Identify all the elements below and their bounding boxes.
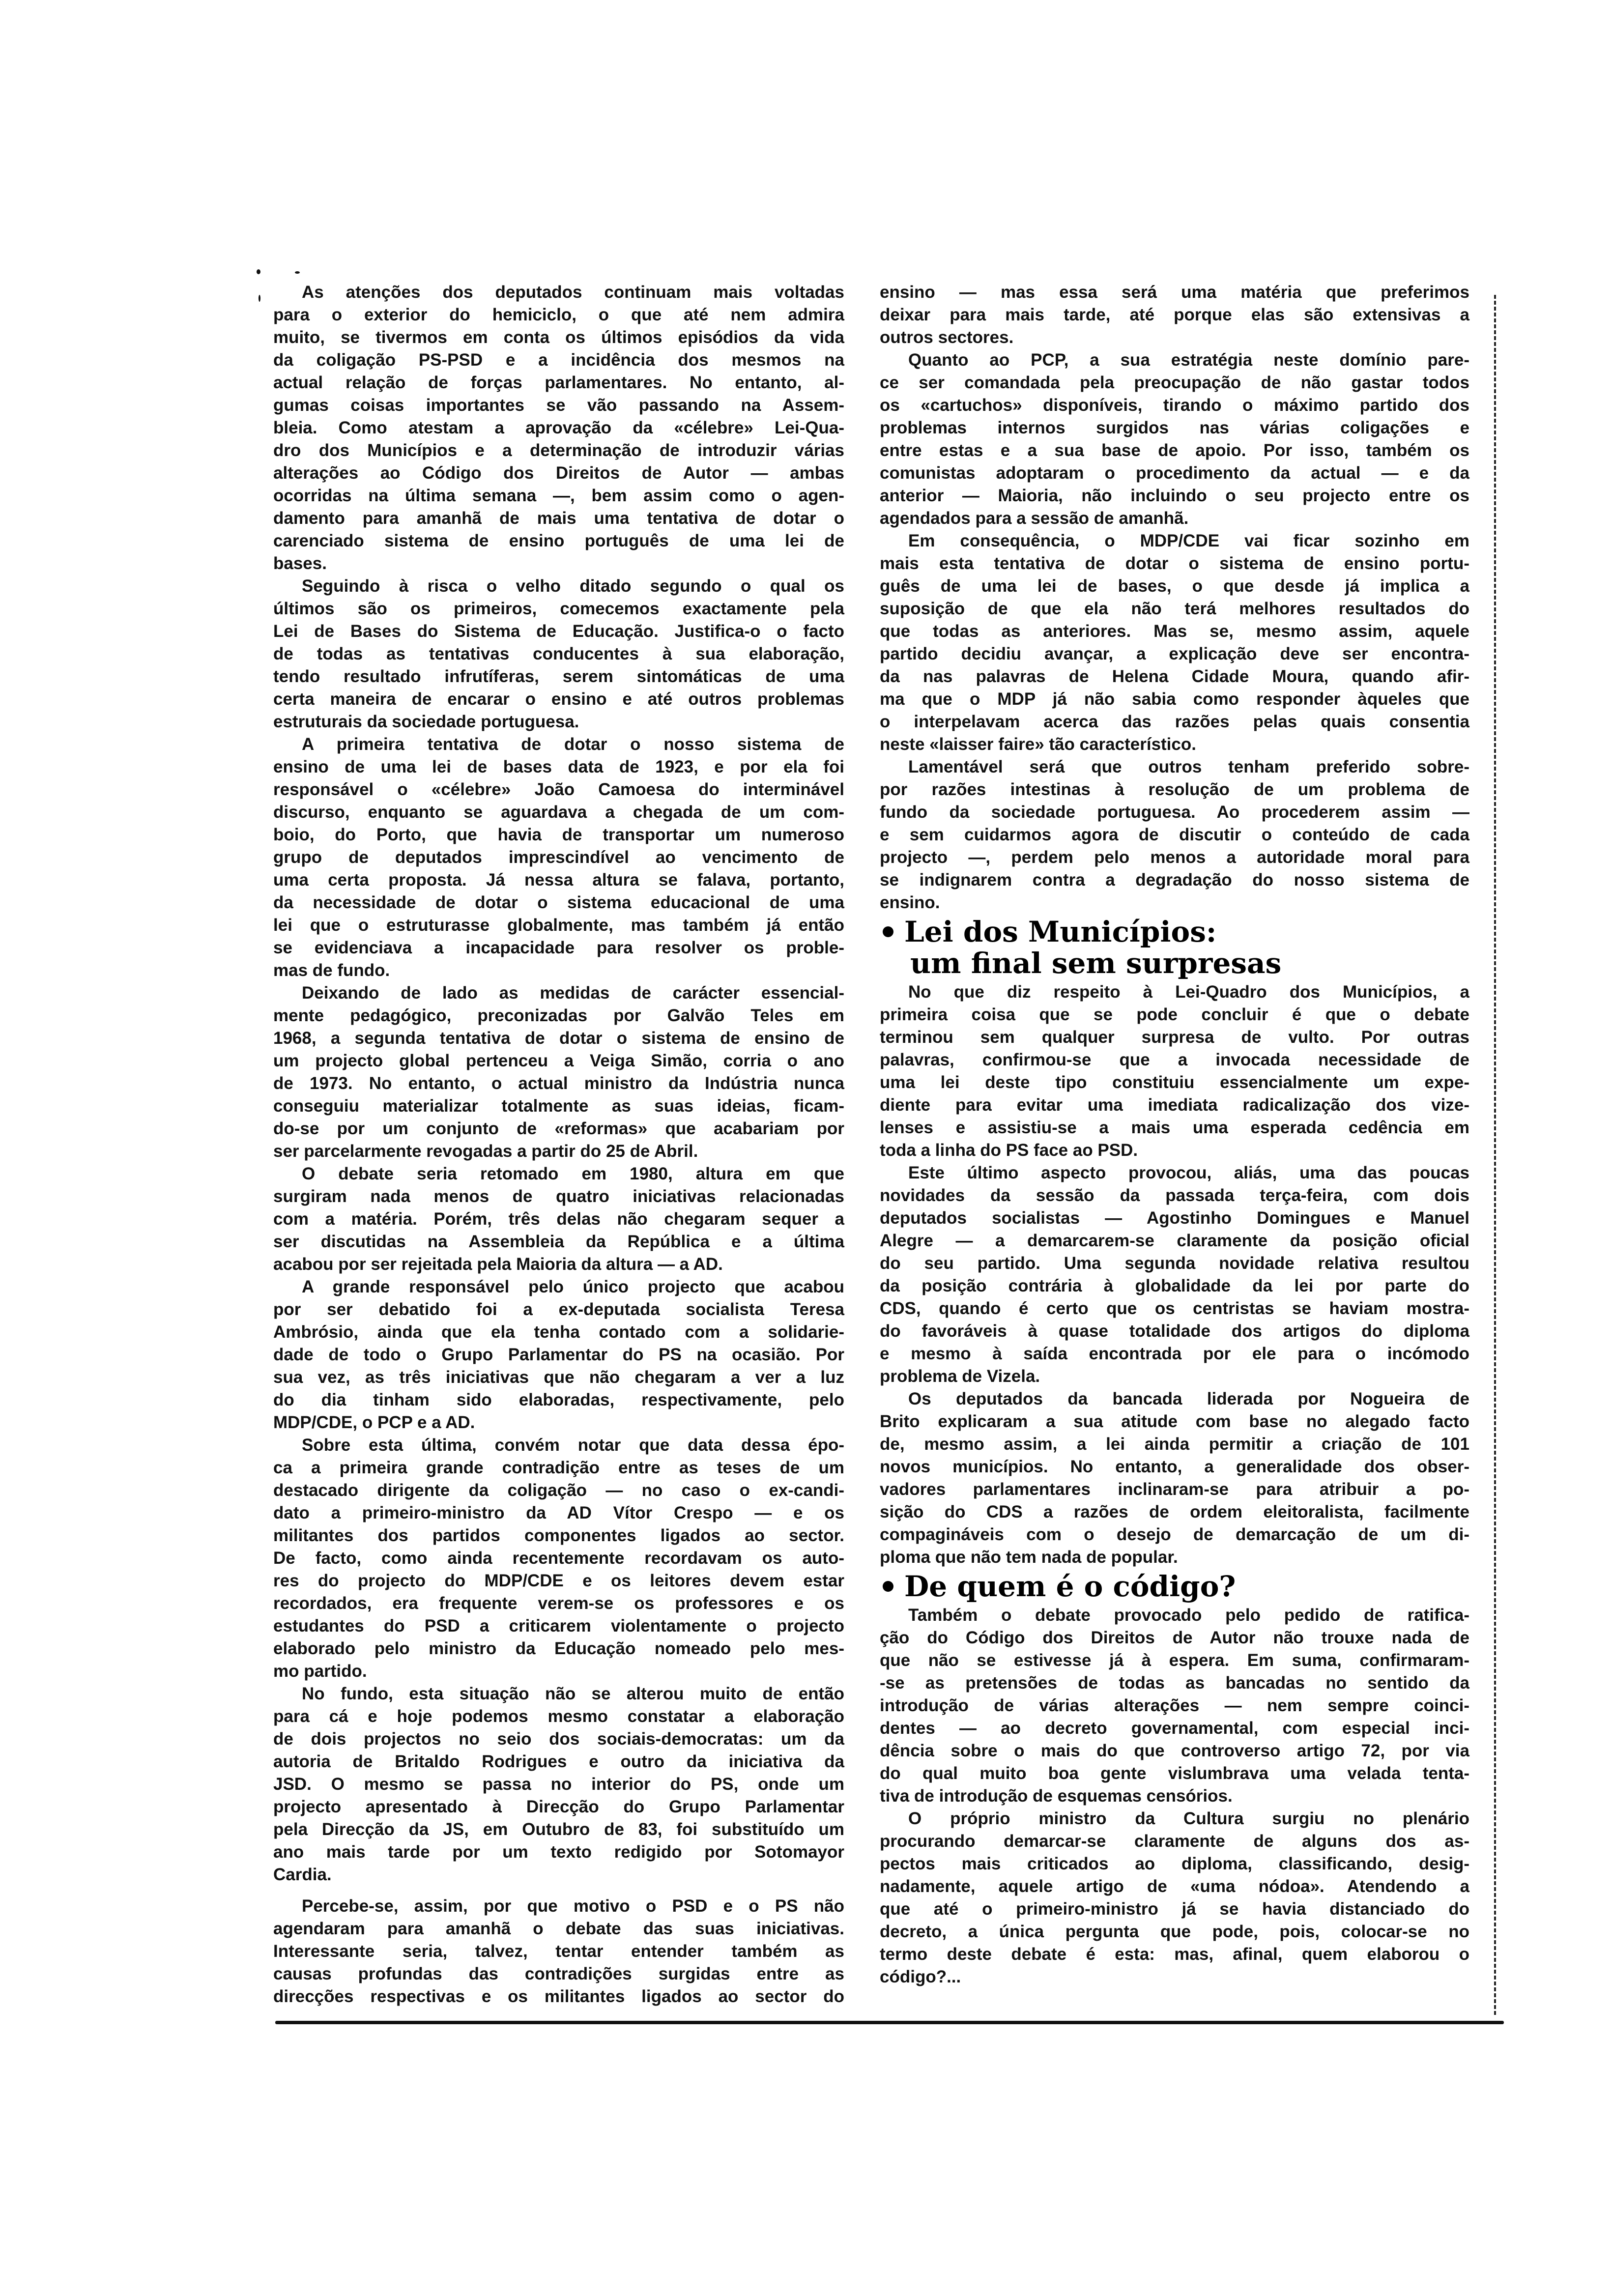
text-line: de dois projectos no seio dos sociais-democratas: um da: [273, 1729, 844, 1749]
text-line: sua vez, as três iniciativas que não chegaram a ver a luz: [273, 1368, 844, 1387]
text-line: sição do CDS a razões de ordem eleitoralista, facilmente: [880, 1502, 1469, 1521]
text-line: compagináveis com o desejo de demarcação de um di-: [880, 1525, 1469, 1544]
text-line: o interpelavam acerca das razões pelas quais consentia: [880, 712, 1469, 731]
text-line: Interessante seria, talvez, tentar entender também as: [273, 1942, 844, 1961]
section-heading-line: [880, 916, 1469, 947]
text-line: outros sectores.: [880, 328, 1014, 347]
text-line: entre estas e a sua base de apoio. Por isso, também os: [880, 441, 1469, 460]
text-line: A grande responsável pelo único projecto que acabou: [302, 1277, 844, 1296]
text-line: ce ser comandada pela preocupação de não gastar todos: [880, 373, 1469, 392]
text-line: discurso, enquanto se aguardava a chegada de um com-: [273, 803, 844, 822]
text-line: ocorridas na última semana —, bem assim como o agen-: [273, 486, 844, 505]
section-heading-text: um final sem surpresas: [910, 947, 1282, 980]
article-paragraph: [273, 575, 844, 733]
article-paragraph: [880, 981, 1469, 1162]
text-line: que até o primeiro-ministro já se havia distanciado do: [880, 1899, 1469, 1919]
text-line: ploma que não tem nada de popular.: [880, 1548, 1178, 1567]
article-paragraph: [880, 756, 1469, 914]
article-paragraph: [880, 530, 1469, 756]
text-line: diente para evitar uma imediata radicalização dos vize-: [880, 1095, 1469, 1115]
article-paragraph: [273, 1434, 844, 1683]
text-line: tiva de introdução de esquemas censórios.: [880, 1786, 1233, 1806]
text-line: primeira coisa que se pode concluir é que o debate: [880, 1005, 1469, 1024]
section-heading-text: De quem é o código?: [904, 1570, 1236, 1603]
text-line: direcções respectivas e os militantes ligados ao sector do: [273, 1987, 844, 2006]
text-line: Lamentável será que outros tenham preferido sobre-: [908, 757, 1469, 776]
text-line: ano mais tarde por um texto redigido por Sotomayor: [273, 1842, 844, 1862]
article-paragraph: [273, 1895, 844, 2008]
text-line: De facto, como ainda recentemente recordavam os auto-: [273, 1549, 844, 1568]
text-line: acabou por ser rejeitada pela Maioria da altura — a AD.: [273, 1255, 723, 1274]
text-line: código?...: [880, 1967, 961, 1986]
text-line: responsável o «célebre» João Camoesa do interminável: [273, 780, 844, 799]
text-line: ca a primeira grande contradição entre as teses de um: [273, 1458, 844, 1477]
bullet-icon: [883, 926, 893, 937]
text-line: suposição de que ela não terá melhores resultados do: [880, 599, 1469, 618]
text-line: novos municípios. No entanto, a generalidade dos obser-: [880, 1457, 1469, 1476]
text-line: por razões intestinas à resolução de um problema de: [880, 780, 1469, 799]
article-paragraph: [273, 1163, 844, 1276]
text-line: damento para amanhã de mais uma tentativa de dotar o: [273, 509, 844, 528]
text-line: -se as pretensões de todas as bancadas no sentido da: [880, 1673, 1469, 1693]
text-line: deputados socialistas — Agostinho Domingues e Manuel: [880, 1208, 1469, 1228]
text-line: Lei de Bases do Sistema de Educação. Justifica-o o facto: [273, 622, 844, 641]
text-line: bases.: [273, 554, 327, 573]
text-line: carenciado sistema de ensino português de uma lei de: [273, 531, 844, 550]
text-line: toda a linha do PS face ao PSD.: [880, 1141, 1138, 1160]
text-line: últimos são os primeiros, comecemos exactamente pela: [273, 599, 844, 618]
text-line: Brito explicaram a sua atitude com base no alegado facto: [880, 1412, 1469, 1431]
text-line: comunistas adoptaram o procedimento da actual — e da: [880, 463, 1469, 483]
text-line: para o exterior do hemiciclo, o que até nem admira: [273, 305, 844, 324]
text-line: partido decidiu avançar, a explicação deve ser encontra-: [880, 644, 1469, 663]
text-line: ção do Código dos Direitos de Autor não trouxe nada de: [880, 1628, 1469, 1647]
text-line: problema de Vizela.: [880, 1367, 1040, 1386]
text-line: projecto —, perdem pelo menos a autoridade moral para: [880, 848, 1469, 867]
article-paragraph: [273, 1683, 844, 1886]
text-line: agendaram para amanhã o debate das suas iniciativas.: [273, 1919, 844, 1938]
article-paragraph: [273, 733, 844, 982]
text-line: muito, se tivermos em conta os últimos episódios da vida: [273, 328, 844, 347]
section-heading-line: [880, 947, 1469, 979]
text-line: grupo de deputados imprescindível ao vencimento de: [273, 848, 844, 867]
text-line: Percebe-se, assim, por que motivo o PSD e o PS não: [302, 1896, 844, 1916]
text-line: causas profundas das contradições surgidas entre as: [273, 1964, 844, 1983]
text-line: Os deputados da bancada liderada por Nogueira de: [908, 1389, 1469, 1408]
section-heading: [880, 916, 1469, 979]
text-line: se evidenciava a incapacidade para resolver os proble-: [273, 938, 844, 957]
text-line: do qual muito boa gente vislumbrava uma velada tenta-: [880, 1764, 1469, 1783]
text-line: Deixando de lado as medidas de carácter essencial-: [302, 983, 844, 1003]
text-line: dade de todo o Grupo Parlamentar do PS na ocasião. Por: [273, 1345, 844, 1364]
text-line: ma que o MDP já não sabia como responder àqueles que: [880, 689, 1469, 709]
article-paragraph: [880, 1808, 1469, 1988]
article-paragraph: [880, 1162, 1469, 1388]
text-line: 1968, a segunda tentativa de dotar o sistema de ensino de: [273, 1029, 844, 1048]
section-heading: [880, 1571, 1469, 1602]
text-line: projecto apresentado à Direcção do Grupo Parlamentar: [273, 1797, 844, 1816]
article-paragraph: [880, 281, 1469, 349]
text-line: procurando demarcar-se claramente de alguns dos as-: [880, 1832, 1469, 1851]
text-line: nadamente, aquele artigo de «uma nódoa». Atendendo a: [880, 1877, 1469, 1896]
text-line: res do projecto do MDP/CDE e os leitores devem estar: [273, 1571, 844, 1590]
text-line: lenses e assistiu-se a mais uma esperada cedência em: [880, 1118, 1469, 1137]
text-line: alterações ao Código dos Direitos de Autor — ambas: [273, 463, 844, 483]
text-line: agendados para a sessão de amanhã.: [880, 509, 1189, 528]
text-line: O próprio ministro da Cultura surgiu no plenário: [908, 1809, 1469, 1828]
text-line: do dia tinham sido elaboradas, respectivamente, pelo: [273, 1390, 844, 1409]
text-line: por ser debatido foi a ex-deputada socialista Teresa: [273, 1300, 844, 1319]
text-line: Quanto ao PCP, a sua estratégia neste domínio pare-: [908, 350, 1469, 370]
text-line: que todas as anteriores. Mas se, mesmo assim, aquele: [880, 622, 1469, 641]
section-heading-line: [880, 1571, 1469, 1602]
text-line: dentes — ao decreto governamental, com especial inci-: [880, 1719, 1469, 1738]
text-line: mo partido.: [273, 1662, 367, 1681]
text-line: ser discutidas na Assembleia da República e a última: [273, 1232, 844, 1251]
text-line: terminou sem qualquer surpresa de vulto. Por outras: [880, 1028, 1469, 1047]
text-line: dato a primeiro-ministro da AD Vítor Crespo — e os: [273, 1503, 844, 1522]
text-line: decreto, a única pergunta que pode, pois, colocar-se no: [880, 1922, 1469, 1941]
text-line: vadores parlamentares inclinaram-se para atribuir a po-: [880, 1480, 1469, 1499]
text-line: estruturais da sociedade portuguesa.: [273, 712, 579, 731]
text-line: novidades da sessão da passada terça-feira, com dois: [880, 1186, 1469, 1205]
text-line: autoria de Britaldo Rodrigues e outro da iniciativa da: [273, 1752, 844, 1771]
text-line: dro dos Municípios e a determinação de introduzir várias: [273, 441, 844, 460]
text-line: Ambrósio, ainda que ela tenha contado com a solidarie-: [273, 1322, 844, 1342]
scan-speck: [257, 269, 260, 274]
text-line: anterior — Maioria, não incluindo o seu projecto entre os: [880, 486, 1469, 505]
text-line: problemas internos surgidos nas várias coligações e: [880, 418, 1469, 437]
text-line: um projecto global pertenceu a Veiga Simão, corria o ano: [273, 1051, 844, 1070]
article-paragraph: [273, 1276, 844, 1434]
text-line: Sobre esta última, convém notar que data dessa épo-: [302, 1435, 844, 1455]
text-line: certa maneira de encarar o ensino e até outros problemas: [273, 689, 844, 709]
text-line: Também o debate provocado pelo pedido de ratifica-: [908, 1606, 1469, 1625]
text-line: que não se estivesse já à espera. Em suma, confirmaram-: [880, 1651, 1469, 1670]
text-line: estudantes do PSD a criticarem violentamente o projecto: [273, 1616, 844, 1636]
text-line: Este último aspecto provocou, aliás, uma das poucas: [908, 1163, 1469, 1182]
text-line: surgiram nada menos de quatro iniciativas relacionadas: [273, 1187, 844, 1206]
text-line: No fundo, esta situação não se alterou muito de então: [302, 1684, 844, 1703]
text-line: e mesmo à saída encontrada por ele para o incómodo: [880, 1344, 1469, 1363]
text-line: militantes dos partidos componentes ligados ao sector.: [273, 1526, 844, 1545]
text-line: termo deste debate é esta: mas, afinal, quem elaborou o: [880, 1945, 1469, 1964]
text-line: tendo resultado infrutíferas, serem sintomáticas de uma: [273, 667, 844, 686]
text-line: introdução de várias alterações — nem sempre coinci-: [880, 1696, 1469, 1715]
text-line: Em consequência, o MDP/CDE vai ficar sozinho em: [908, 531, 1469, 550]
text-line: mais esta tentativa de dotar o sistema de ensino portu-: [880, 554, 1469, 573]
text-line: ensino.: [880, 893, 940, 912]
article-paragraph: [273, 982, 844, 1163]
text-line: destacado dirigente da coligação — no caso o ex-candi-: [273, 1481, 844, 1500]
text-line: mas de fundo.: [273, 961, 390, 980]
text-line: ensino — mas essa será uma matéria que preferimos: [880, 283, 1469, 302]
text-line: fundo da sociedade portuguesa. Ao procederem assim —: [880, 803, 1469, 822]
text-line: A primeira tentativa de dotar o nosso sistema de: [302, 735, 844, 754]
text-line: com a matéria. Porém, três delas não chegaram sequer a: [273, 1209, 844, 1229]
text-line: deixar para mais tarde, até porque elas são extensivas a: [880, 305, 1469, 324]
text-line: Seguindo à risca o velho ditado segundo o qual os: [302, 576, 844, 596]
article-paragraph: [880, 349, 1469, 530]
text-line: da necessidade de dotar o sistema educacional de uma: [273, 893, 844, 912]
bottom-rule: [275, 2021, 1504, 2024]
text-line: da coligação PS-PSD e a incidência dos mesmos na: [273, 350, 844, 370]
text-line: MDP/CDE, o PCP e a AD.: [273, 1413, 475, 1432]
text-line: da nas palavras de Helena Cidade Moura, quando afir-: [880, 667, 1469, 686]
text-line: lei que o estruturasse globalmente, mas também já então: [273, 916, 844, 935]
text-line: da posição contrária à globalidade da lei por parte do: [880, 1276, 1469, 1295]
text-line: uma lei deste tipo constituiu essencialmente um expe-: [880, 1073, 1469, 1092]
text-line: conseguiu materializar totalmente as suas ideias, ficam-: [273, 1096, 844, 1116]
text-line: uma certa proposta. Já nessa altura se falava, portanto,: [273, 870, 844, 890]
text-line: neste «laisser faire» tão característico.: [880, 735, 1196, 754]
article-paragraph: [273, 281, 844, 575]
text-line: No que diz respeito à Lei-Quadro dos Municípios, a: [908, 982, 1469, 1002]
scan-speck: [295, 271, 300, 274]
text-line: guês de uma lei de bases, o que desde já implica a: [880, 576, 1469, 596]
text-line: e sem cuidarmos agora de discutir o conteúdo de cada: [880, 825, 1469, 844]
text-line: boio, do Porto, que havia de transportar um numeroso: [273, 825, 844, 844]
column-rule: [1494, 295, 1496, 2015]
text-line: O debate seria retomado em 1980, altura em que: [302, 1164, 844, 1183]
article-column-right: [880, 281, 1469, 1988]
article-paragraph: [880, 1604, 1469, 1808]
text-line: palavras, confirmou-se que a invocada necessidade de: [880, 1050, 1469, 1069]
scan-speck: [259, 295, 260, 302]
text-line: bleia. Como atestam a aprovação da «célebre» Lei-Qua-: [273, 418, 844, 437]
bullet-icon: [883, 1581, 893, 1592]
text-line: elaborado pelo ministro da Educação nomeado pelo mes-: [273, 1639, 844, 1658]
text-line: recordados, era frequente verem-se os professores e os: [273, 1594, 844, 1613]
text-line: ensino de uma lei de bases data de 1923, e por ela foi: [273, 757, 844, 776]
text-line: pela Direcção da JS, em Outubro de 83, foi substituído um: [273, 1820, 844, 1839]
text-line: Cardia.: [273, 1865, 332, 1884]
text-line: actual relação de forças parlamentares. No entanto, al-: [273, 373, 844, 392]
text-line: de, mesmo assim, a lei ainda permitir a criação de 101: [880, 1435, 1469, 1454]
section-heading-text: Lei dos Municípios:: [904, 915, 1217, 948]
text-line: do seu partido. Uma segunda novidade relativa resultou: [880, 1254, 1469, 1273]
text-line: de todas as tentativas conducentes à sua elaboração,: [273, 644, 844, 663]
text-line: CDS, quando é certo que os centristas se haviam mostra-: [880, 1299, 1469, 1318]
text-line: de 1973. No entanto, o actual ministro da Indústria nunca: [273, 1074, 844, 1093]
article-paragraph: [880, 1388, 1469, 1569]
article-column-left: [273, 281, 844, 2008]
text-line: os «cartuchos» disponíveis, tirando o máximo partido dos: [880, 396, 1469, 415]
text-line: pectos mais criticados ao diploma, classificando, desig-: [880, 1854, 1469, 1873]
text-line: se indignarem contra a degradação do nosso sistema de: [880, 870, 1469, 890]
text-line: gumas coisas importantes se vão passando na Assem-: [273, 396, 844, 415]
text-line: para cá e hoje podemos mesmo constatar a elaboração: [273, 1707, 844, 1726]
text-line: do-se por um conjunto de «reformas» que acabariam por: [273, 1119, 844, 1138]
text-line: dência sobre o mais do que controverso artigo 72, por via: [880, 1741, 1469, 1760]
text-line: Alegre — a demarcarem-se claramente da posição oficial: [880, 1231, 1469, 1250]
text-line: do favoráveis à quase totalidade dos artigos do diploma: [880, 1321, 1469, 1341]
text-line: JSD. O mesmo se passa no interior do PS, onde um: [273, 1775, 844, 1794]
text-line: As atenções dos deputados continuam mais voltadas: [302, 283, 844, 302]
text-line: ser parcelarmente revogadas a partir do 25 de Abril.: [273, 1142, 698, 1161]
text-line: mente pedagógico, preconizadas por Galvão Teles em: [273, 1006, 844, 1025]
